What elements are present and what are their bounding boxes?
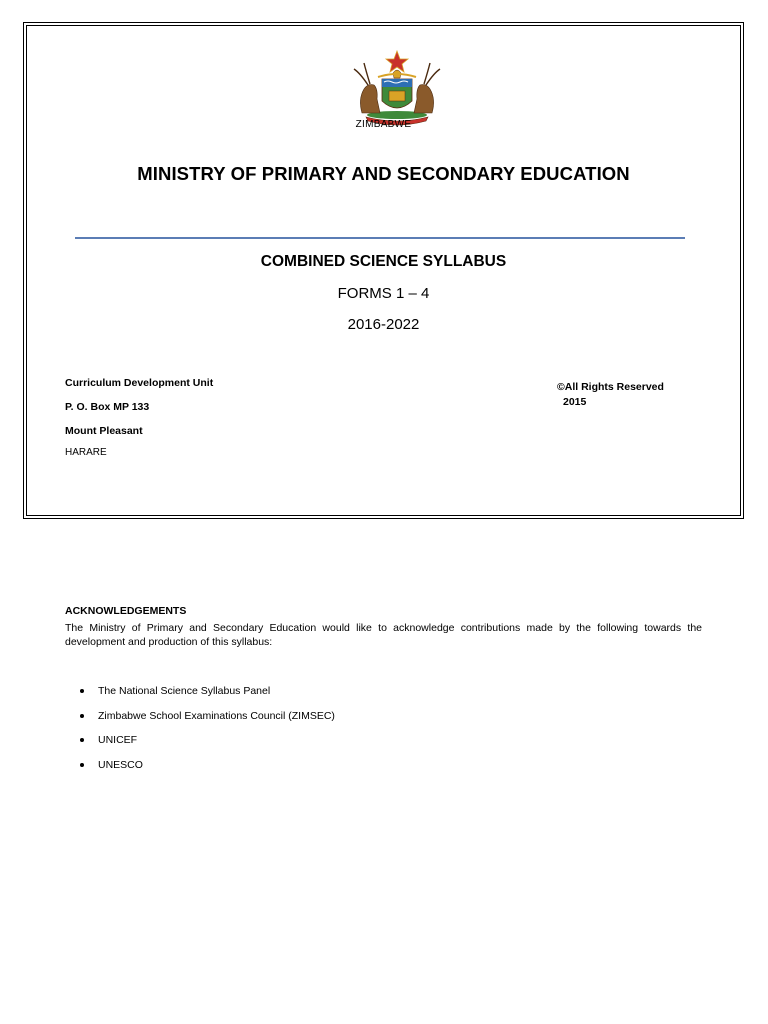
list-item: UNICEF: [80, 733, 335, 758]
title-divider: [75, 237, 685, 239]
list-item: The National Science Syllabus Panel: [80, 684, 335, 709]
copyright-year: 2015: [563, 396, 587, 408]
syllabus-title: COMBINED SCIENCE SYLLABUS: [260, 253, 507, 270]
list-item: Zimbabwe School Examinations Council (ZIMSEC): [80, 709, 335, 734]
coat-of-arms-graphic: [344, 49, 450, 127]
coat-of-arms-icon: [344, 49, 450, 127]
ministry-title: MINISTRY OF PRIMARY AND SECONDARY EDUCATION: [137, 163, 630, 184]
address-po-box: P. O. Box MP 133: [65, 401, 150, 413]
country-name: ZIMBABWE: [355, 119, 412, 130]
list-item: UNESCO: [80, 758, 335, 783]
acknowledgements-intro: The Ministry of Primary and Secondary Education would like to acknowledge contributions made by the following towards the development and production of this syllabus:: [65, 622, 702, 648]
contributors-list: [80, 684, 335, 783]
copyright-notice: ©All Rights Reserved: [557, 381, 664, 393]
cover-page-frame: [23, 22, 744, 519]
forms-range: FORMS 1 – 4: [337, 285, 430, 302]
address-suburb: Mount Pleasant: [65, 425, 143, 437]
address-city: HARARE: [65, 447, 107, 458]
syllabus-years: 2016-2022: [347, 316, 420, 333]
address-unit: Curriculum Development Unit: [65, 377, 214, 389]
acknowledgements-heading: ACKNOWLEDGEMENTS: [65, 605, 187, 617]
